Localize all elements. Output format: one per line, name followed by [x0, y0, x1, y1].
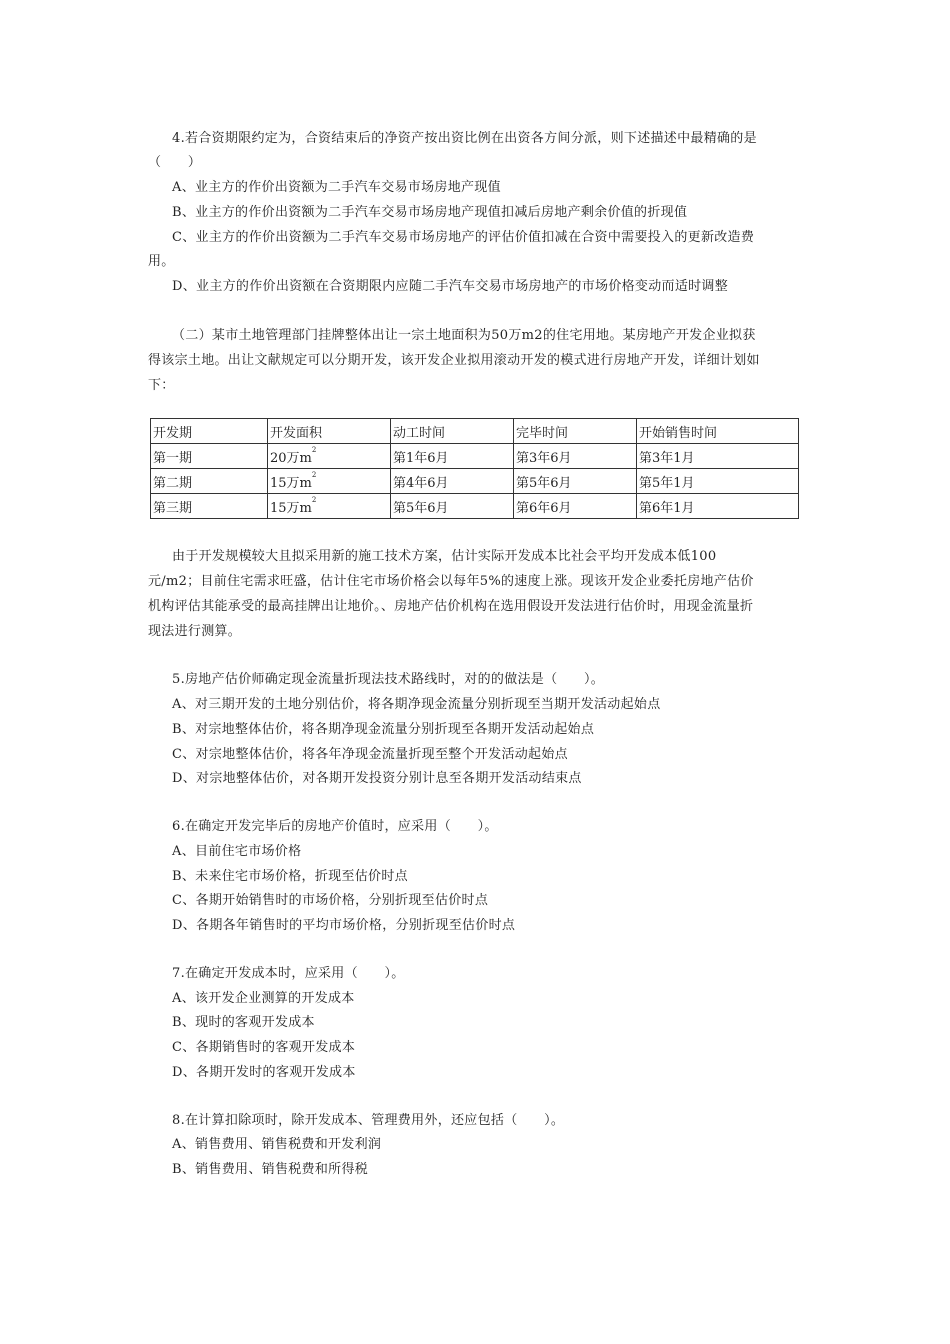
q4-option-b: B、业主方的作价出资额为二手汽车交易市场房地产现值扣减后房地产剩余价值的折现值 — [172, 205, 688, 220]
q8-option-b: B、销售费用、销售税费和所得税 — [172, 1162, 369, 1177]
q7-option-a: A、该开发企业测算的开发成本 — [172, 991, 355, 1006]
table-cell-area: 15万$m^2$ — [268, 469, 391, 494]
table-cell-sale: 第3年1月 — [637, 444, 799, 469]
table-row — [151, 469, 799, 494]
q4-stem: 4.若合资期限约定为，合资结束后的净资产按出资比例在出资各方间分派，则下述描述中最精确的是 — [172, 131, 757, 146]
q8-stem: 8.在计算扣除项时，除开发成本、管理费用外，还应包括（ ）。 — [172, 1113, 565, 1128]
table-header-cell: 开发期 — [151, 419, 268, 444]
q5-option-a: A、对三期开发的土地分别估价，将各期净现金流量分别折现至当期开发活动起始点 — [172, 697, 661, 712]
table-cell-finish: 第6年6月 — [514, 494, 637, 519]
q6-option-b: B、未来住宅市场价格，折现至估价时点 — [172, 869, 408, 884]
q4-option-c: C、业主方的作价出资额为二手汽车交易市场房地产的评估价值扣减在合资中需要投入的更新改造费 — [172, 230, 755, 245]
case2-para-line2: 元/m2；目前住宅需求旺盛，估计住宅市场价格会以每年5%的速度上涨。现该开发企业委托房地产估价 — [148, 574, 754, 589]
development-plan-table — [150, 418, 799, 519]
table-header-cell: 开始销售时间 — [637, 419, 799, 444]
table-row — [151, 494, 799, 519]
table-cell-phase: 第二期 — [151, 469, 268, 494]
q6-option-a: A、目前住宅市场价格 — [172, 844, 302, 859]
q4-option-a: A、业主方的作价出资额为二手汽车交易市场房地产现值 — [172, 180, 501, 195]
table-cell-start: 第4年6月 — [391, 469, 514, 494]
q5-option-d: D、对宗地整体估价，对各期开发投资分别计息至各期开发活动结束点 — [172, 771, 582, 786]
table-header-cell: 开发面积 — [268, 419, 391, 444]
table-cell-area: 15万$m^2$ — [268, 494, 391, 519]
q5-stem: 5.房地产估价师确定现金流量折现法技术路线时，对的的做法是（ ）。 — [172, 672, 605, 687]
q6-stem: 6.在确定开发完毕后的房地产价值时，应采用（ ）。 — [172, 819, 498, 834]
q4-option-d: D、业主方的作价出资额在合资期限内应随二手汽车交易市场房地产的市场价格变动而适时调整 — [172, 279, 729, 294]
q5-option-c: C、对宗地整体估价，将各年净现金流量折现至整个开发活动起始点 — [172, 747, 568, 762]
case2-para-line1: 由于开发规模较大且拟采用新的施工技术方案，估计实际开发成本比社会平均开发成本低100 — [172, 549, 717, 564]
case2-para-line3: 机构评估其能承受的最高挂牌出让地价。、房地产估价机构在选用假设开发法进行估价时，用现金流量折 — [148, 599, 754, 614]
q4-stem-blank: （ ） — [148, 155, 202, 170]
table-cell-phase: 第一期 — [151, 444, 268, 469]
case2-para-line4: 现法进行测算。 — [148, 624, 242, 639]
q7-option-c: C、各期销售时的客观开发成本 — [172, 1040, 356, 1055]
table-header-row — [151, 419, 799, 444]
q7-option-b: B、现时的客观开发成本 — [172, 1015, 315, 1030]
table-cell-finish: 第3年6月 — [514, 444, 637, 469]
table-cell-start: 第1年6月 — [391, 444, 514, 469]
q4-option-c-cont: 用。 — [148, 254, 175, 269]
q7-option-d: D、各期开发时的客观开发成本 — [172, 1065, 356, 1080]
q8-option-a: A、销售费用、销售税费和开发利润 — [172, 1137, 382, 1152]
table-cell-sale: 第5年1月 — [637, 469, 799, 494]
case2-intro-line3: 下： — [148, 378, 175, 393]
q6-option-c: C、各期开始销售时的市场价格，分别折现至估价时点 — [172, 893, 489, 908]
table-cell-sale: 第6年1月 — [637, 494, 799, 519]
q6-option-d: D、各期各年销售时的平均市场价格，分别折现至估价时点 — [172, 918, 516, 933]
case2-intro-line2: 得该宗土地。出让文献规定可以分期开发，该开发企业拟用滚动开发的模式进行房地产开发，详细计划如 — [148, 353, 760, 368]
q5-option-b: B、对宗地整体估价，将各期净现金流量分别折现至各期开发活动起始点 — [172, 722, 595, 737]
table-header-cell: 完毕时间 — [514, 419, 637, 444]
table-cell-phase: 第三期 — [151, 494, 268, 519]
case2-intro-line1: （二）某市土地管理部门挂牌整体出让一宗土地面积为50万m2的住宅用地。某房地产开发企业拟获 — [172, 328, 756, 343]
table-cell-area: 20万$m^2$ — [268, 444, 391, 469]
table-row — [151, 444, 799, 469]
q7-stem: 7.在确定开发成本时，应采用（ ）。 — [172, 966, 405, 981]
table-cell-start: 第5年6月 — [391, 494, 514, 519]
table-header-cell: 动工时间 — [391, 419, 514, 444]
table-cell-finish: 第5年6月 — [514, 469, 637, 494]
